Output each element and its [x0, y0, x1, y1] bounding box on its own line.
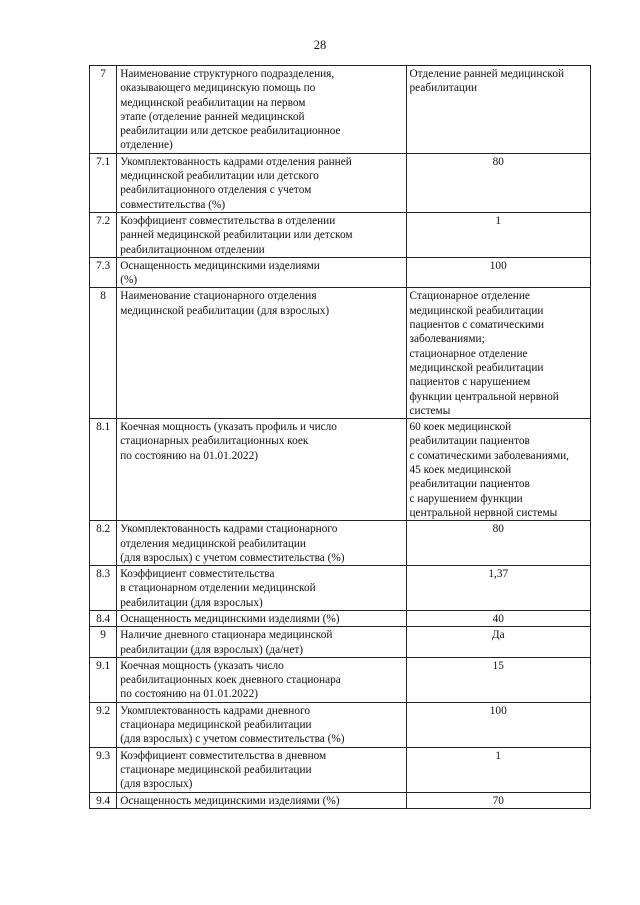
table-row — [90, 627, 591, 658]
row-number: 9.2 — [90, 702, 117, 747]
table-row — [90, 288, 591, 419]
indicator-name: Наличие дневного стационара медицинской реабилитации (для взрослых) (да/нет) — [117, 627, 406, 658]
indicator-name: Наименование структурного подразделения, оказывающего медицинскую помощь по медицинской реабилитации на первом этапе (отделение ранней медицинской реабилитации или детское реабилитационное отделение) — [117, 66, 406, 154]
row-number: 9.3 — [90, 747, 117, 792]
indicator-value: Отделение ранней медицинской реабилитации — [406, 66, 590, 154]
table-row — [90, 257, 591, 288]
indicator-name: Наименование стационарного отделения медицинской реабилитации (для взрослых) — [117, 288, 406, 419]
table-row — [90, 153, 591, 212]
indicator-name: Коечная мощность (указать профиль и число стационарных реабилитационных коек по состоянию на 01.01.2022) — [117, 419, 406, 521]
table-row — [90, 212, 591, 257]
row-number: 7 — [90, 66, 117, 154]
row-number: 9.1 — [90, 657, 117, 702]
table-row — [90, 419, 591, 521]
table-row — [90, 521, 591, 566]
indicator-value: 80 — [406, 521, 590, 566]
indicator-name: Коэффициент совместительства в стационарном отделении медицинской реабилитации (для взрослых) — [117, 566, 406, 611]
table-row — [90, 657, 591, 702]
row-number: 8.1 — [90, 419, 117, 521]
indicators-table — [89, 65, 591, 809]
table-row — [90, 792, 591, 808]
indicator-value: 100 — [406, 702, 590, 747]
row-number: 8.2 — [90, 521, 117, 566]
row-number: 7.2 — [90, 212, 117, 257]
row-number: 9.4 — [90, 792, 117, 808]
indicator-value: 60 коек медицинской реабилитации пациентов с соматическими заболеваниями, 45 коек медицинской реабилитации пациентов с нарушением функции центральной нервной системы — [406, 419, 590, 521]
table-row — [90, 610, 591, 626]
indicator-name: Укомплектованность кадрами стационарного отделения медицинской реабилитации (для взрослых) с учетом совместительства (%) — [117, 521, 406, 566]
indicator-name: Оснащенность медицинскими изделиями (%) — [117, 610, 406, 626]
indicator-value: 100 — [406, 257, 590, 288]
indicator-value: Стационарное отделение медицинской реабилитации пациентов с соматическими заболеваниями; стационарное отделение медицинской реабилитации пациентов с нарушением функции центральной нервной системы — [406, 288, 590, 419]
indicator-value: 70 — [406, 792, 590, 808]
indicator-value: 1 — [406, 212, 590, 257]
table-row — [90, 66, 591, 154]
indicator-name: Оснащенность медицинскими изделиями (%) — [117, 792, 406, 808]
table-row — [90, 702, 591, 747]
row-number: 7.1 — [90, 153, 117, 212]
row-number: 7.3 — [90, 257, 117, 288]
page-number: 28 — [313, 38, 327, 52]
indicator-value: 40 — [406, 610, 590, 626]
row-number: 8.3 — [90, 566, 117, 611]
indicator-value: 15 — [406, 657, 590, 702]
table-row — [90, 747, 591, 792]
indicator-value: Да — [406, 627, 590, 658]
indicator-value: 1 — [406, 747, 590, 792]
row-number: 8 — [90, 288, 117, 419]
row-number: 8.4 — [90, 610, 117, 626]
indicator-name: Укомплектованность кадрами дневного стационара медицинской реабилитации (для взрослых) с учетом совместительства (%) — [117, 702, 406, 747]
indicator-name: Оснащенность медицинскими изделиями (%) — [117, 257, 406, 288]
indicator-value: 80 — [406, 153, 590, 212]
table-body — [90, 66, 591, 809]
indicator-name: Коэффициент совместительства в отделении ранней медицинской реабилитации или детском реабилитационном отделении — [117, 212, 406, 257]
row-number: 9 — [90, 627, 117, 658]
indicator-name: Коечная мощность (указать число реабилитационных коек дневного стационара по состоянию на 01.01.2022) — [117, 657, 406, 702]
indicator-name: Укомплектованность кадрами отделения ранней медицинской реабилитации или детского реабилитационного отделения с учетом совместительства (%) — [117, 153, 406, 212]
indicator-value: 1,37 — [406, 566, 590, 611]
table-row — [90, 566, 591, 611]
indicator-name: Коэффициент совместительства в дневном стационаре медицинской реабилитации (для взрослых) — [117, 747, 406, 792]
